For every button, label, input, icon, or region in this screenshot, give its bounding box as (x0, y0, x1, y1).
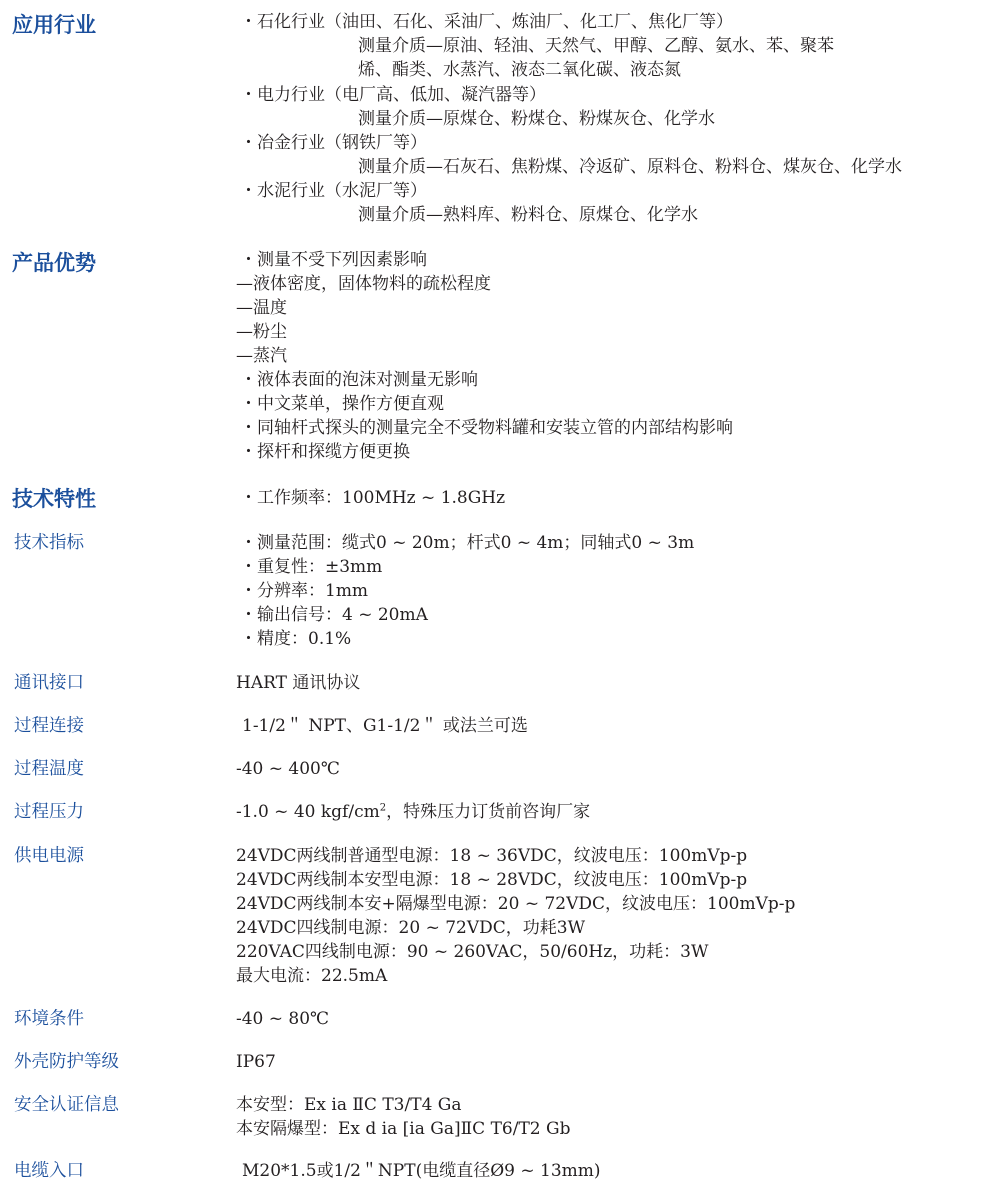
industry-item: 测量介质—石灰石、焦粉煤、冷返矿、原料仓、粉料仓、煤灰仓、化学水 (358, 157, 902, 177)
spec-value-enclosure: IP67 (236, 1052, 276, 1072)
advantage-item: —蒸汽 (236, 346, 287, 366)
section-title-advantages: 产品优势 (12, 251, 96, 275)
indicator-item: ・分辨率：1mm (240, 581, 369, 601)
power-item: 220VAC四线制电源：90 ~ 260VAC，50/60Hz，功耗：3W (236, 942, 709, 962)
industry-item: 测量介质—原煤仓、粉煤仓、粉煤灰仓、化学水 (358, 109, 715, 129)
industry-item: 测量介质—原油、轻油、天然气、甲醇、乙醇、氨水、苯、聚苯 (358, 36, 834, 56)
spec-value-pressure (236, 800, 590, 824)
power-item: 24VDC两线制本安型电源：18 ~ 28VDC，纹波电压：100mVp-p (236, 870, 748, 890)
advantage-item: —液体密度，固体物料的疏松程度 (236, 274, 491, 294)
industry-item: 烯、酯类、水蒸汽、液态二氧化碳、液态氮 (358, 60, 681, 80)
spec-label-connection: 过程连接 (14, 716, 84, 736)
pressure-note: ，特殊压力订货前咨询厂家 (386, 802, 591, 822)
spec-label-environment: 环境条件 (14, 1009, 84, 1029)
indicator-item: ・重复性：±3mm (240, 557, 383, 577)
safety-item: 本安型：Ex ia ⅡC T3/T4 Ga (236, 1095, 462, 1115)
spec-value-temperature: -40 ~ 400℃ (236, 759, 340, 779)
industry-item: ・石化行业（油田、石化、采油厂、炼油厂、化工厂、焦化厂等） (240, 12, 733, 32)
spec-label-indicators: 技术指标 (14, 533, 84, 553)
power-item: 24VDC两线制本安+隔爆型电源：20 ~ 72VDC，纹波电压：100mVp-p (236, 894, 796, 914)
advantage-item: ・液体表面的泡沫对测量无影响 (240, 370, 478, 390)
indicator-item: ・测量范围：缆式0 ~ 20m；杆式0 ~ 4m；同轴式0 ~ 3m (240, 533, 695, 553)
spec-label-power: 供电电源 (14, 846, 84, 866)
advantage-item: —温度 (236, 298, 287, 318)
section-title-industry: 应用行业 (12, 13, 96, 37)
safety-item: 本安隔爆型：Ex d ia [ia Ga]ⅡC T6/T2 Gb (236, 1119, 571, 1139)
spec-label-safety: 安全认证信息 (14, 1095, 119, 1115)
indicator-item: ・精度：0.1% (240, 629, 352, 649)
spec-label-pressure: 过程压力 (14, 802, 84, 822)
spec-label-cable: 电缆入口 (14, 1161, 84, 1181)
spec-value-cable: M20*1.5或1/2＂NPT(电缆直径Ø9 ~ 13mm) (242, 1161, 601, 1181)
spec-value-environment: -40 ~ 80℃ (236, 1009, 330, 1029)
tech-frequency: ・工作频率：100MHz ~ 1.8GHz (240, 488, 506, 508)
spec-value-comm: HART 通讯协议 (236, 673, 361, 693)
spec-value-connection: 1-1/2＂ NPT、G1-1/2＂ 或法兰可选 (242, 716, 528, 736)
industry-item: 测量介质—熟料库、粉料仓、原煤仓、化学水 (358, 205, 698, 225)
advantage-item: ・探杆和探缆方便更换 (240, 442, 410, 462)
advantage-item: ・测量不受下列因素影响 (240, 250, 427, 270)
power-item: 最大电流：22.5mA (236, 966, 388, 986)
industry-item: ・冶金行业（钢铁厂等） (240, 133, 427, 153)
advantage-item: —粉尘 (236, 322, 287, 342)
spec-label-enclosure: 外壳防护等级 (14, 1052, 119, 1072)
spec-label-temperature: 过程温度 (14, 759, 84, 779)
spec-label-comm: 通讯接口 (14, 673, 84, 693)
advantage-item: ・同轴杆式探头的测量完全不受物料罐和安装立管的内部结构影响 (240, 418, 733, 438)
power-item: 24VDC两线制普通型电源：18 ~ 36VDC，纹波电压：100mVp-p (236, 846, 748, 866)
industry-item: ・电力行业（电厂高、低加、凝汽器等） (240, 85, 546, 105)
industry-item: ・水泥行业（水泥厂等） (240, 181, 427, 201)
advantage-item: ・中文菜单，操作方便直观 (240, 394, 444, 414)
pressure-range: -1.0 ~ 40 kgf/cm (236, 802, 380, 822)
power-item: 24VDC四线制电源：20 ~ 72VDC，功耗3W (236, 918, 586, 938)
pressure-unit-exponent: 2 (379, 802, 387, 814)
section-title-tech: 技术特性 (12, 487, 96, 511)
indicator-item: ・输出信号：4 ~ 20mA (240, 605, 428, 625)
